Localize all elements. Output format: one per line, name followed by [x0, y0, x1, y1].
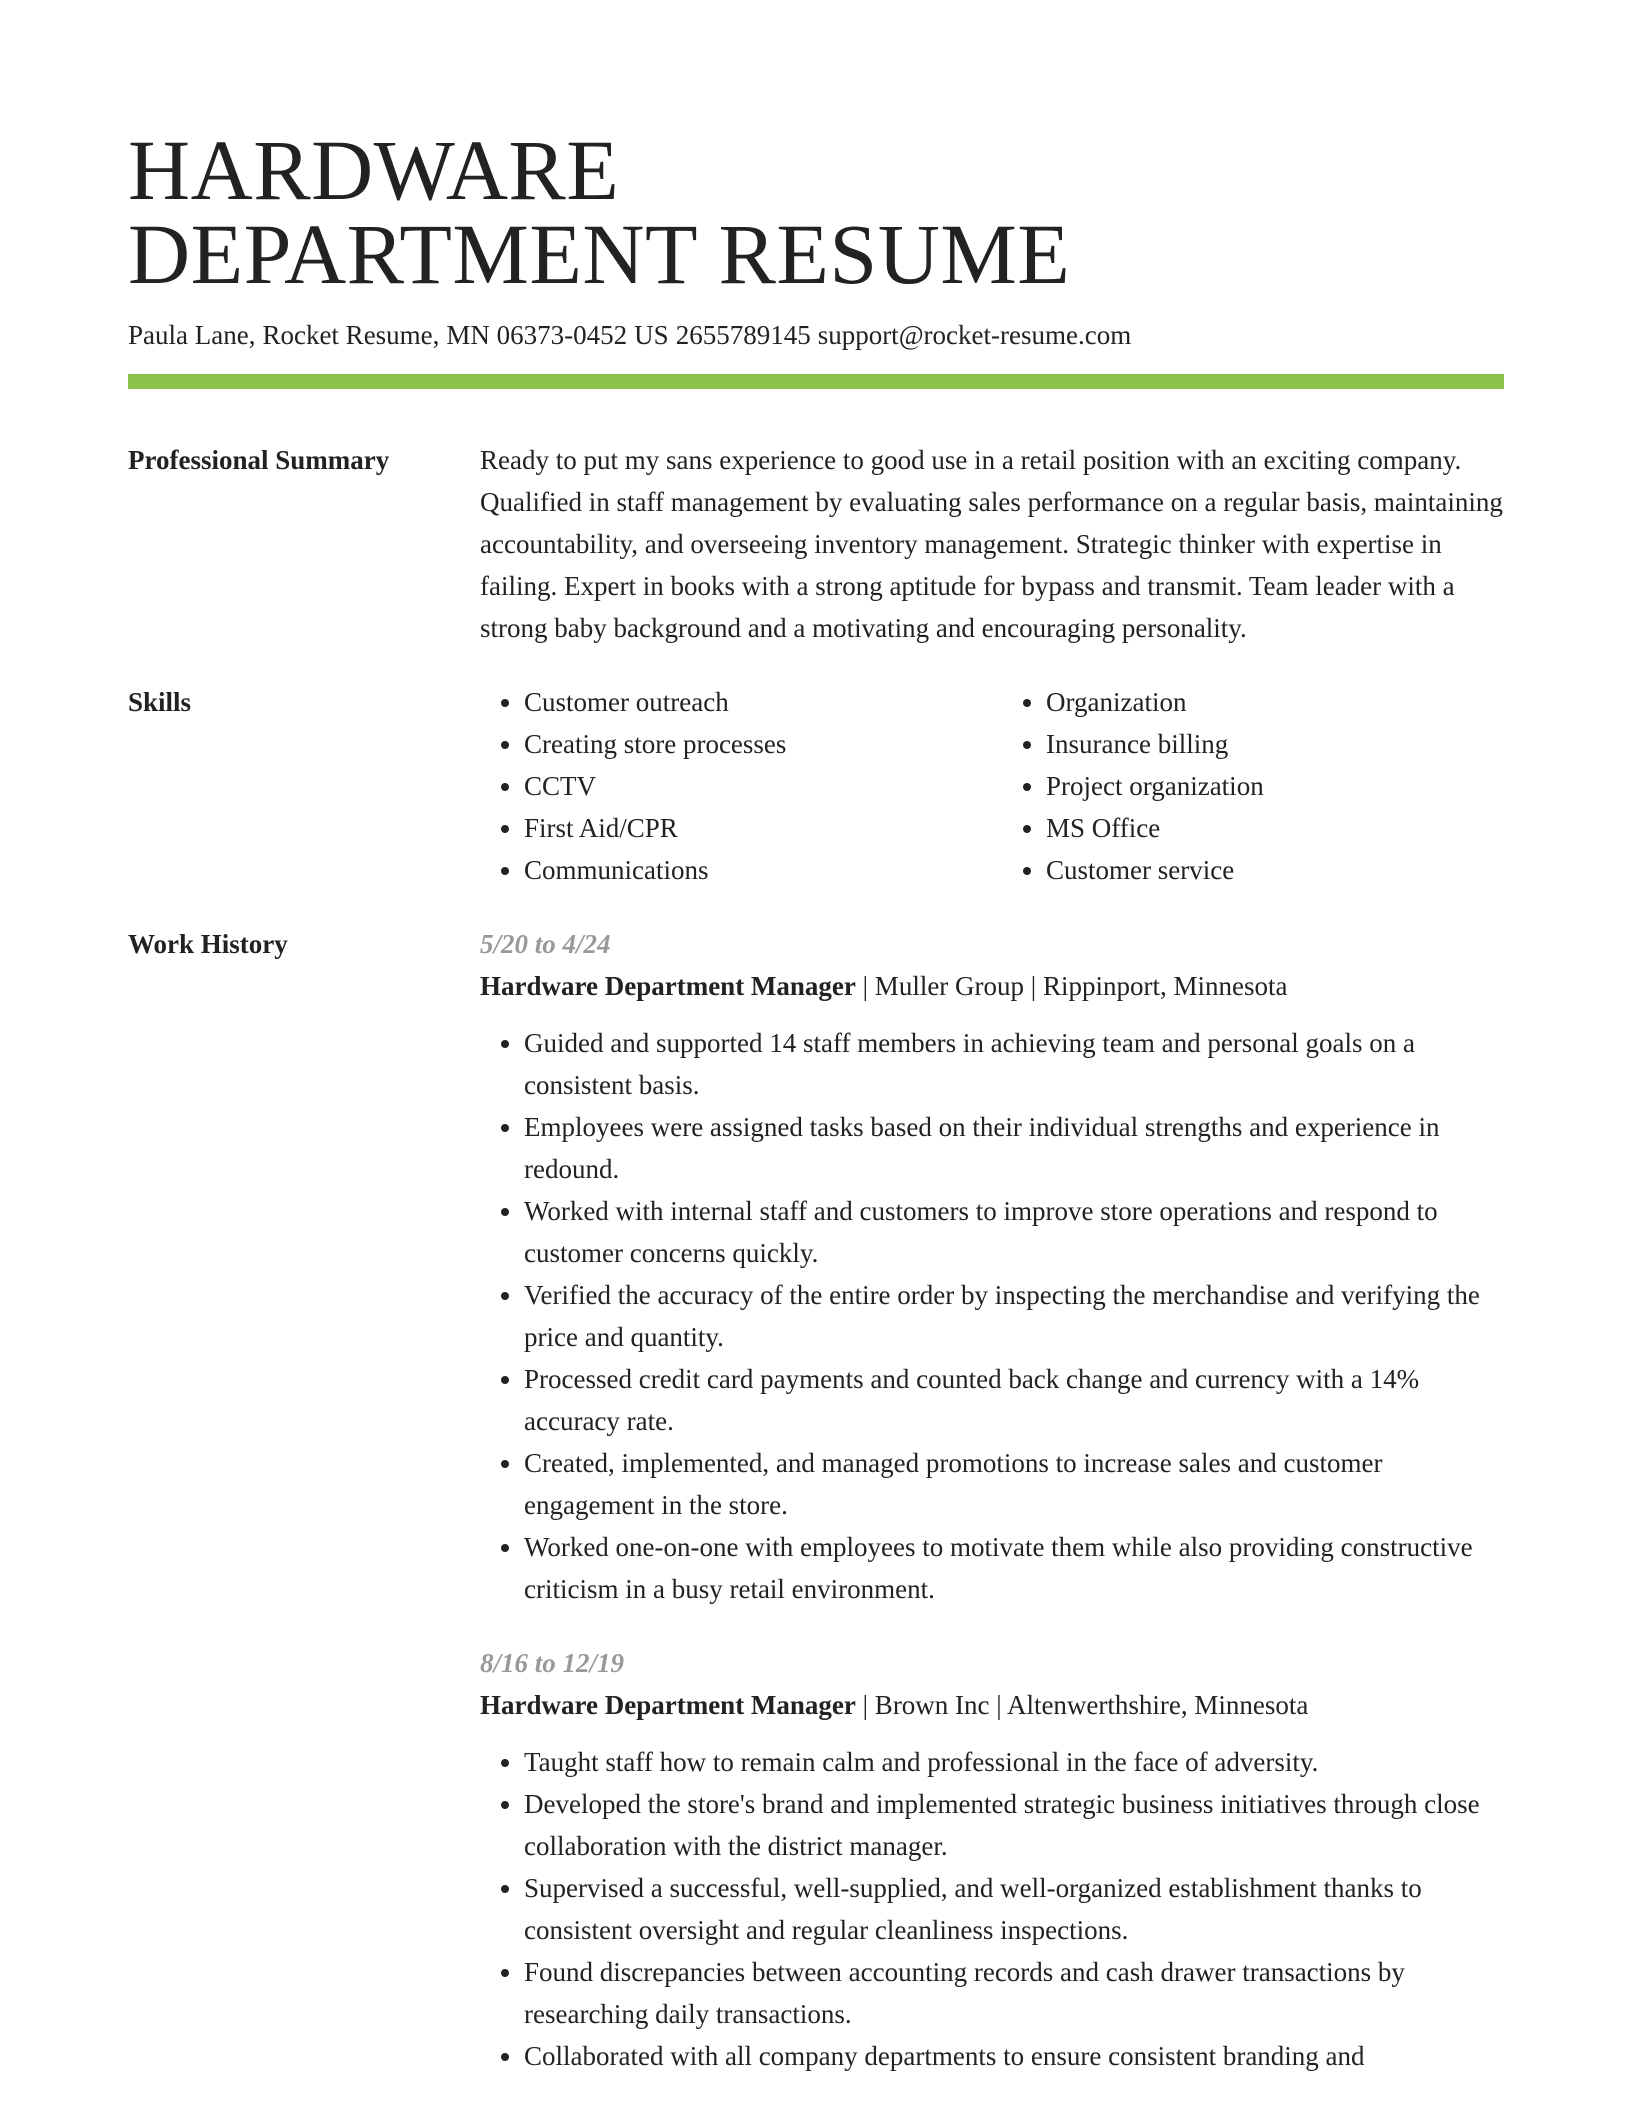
job-details: | Brown Inc | Altenwerthshire, Minnesota	[855, 1690, 1309, 1720]
contact-company: Rocket Resume,	[262, 320, 440, 350]
section-title-professional-summary: Professional Summary	[128, 445, 390, 475]
job-entry	[480, 923, 1504, 1610]
contact-country: US	[634, 320, 669, 350]
skill-item: • MS Office	[1046, 807, 1504, 849]
skill-item: • CCTV	[524, 765, 982, 807]
contact-state-zip: MN 06373-0452	[446, 320, 628, 350]
resume-title	[128, 0, 1504, 302]
resume-page	[128, 0, 1504, 2077]
accent-divider	[128, 374, 1504, 389]
job-bullet: • Created, implemented, and managed promotions to increase sales and customer engagement in the store.	[524, 1442, 1504, 1526]
professional-summary-section	[128, 439, 1504, 649]
skills-list-left	[480, 681, 982, 891]
job-bullet: • Collaborated with all company departments to ensure consistent branding and	[524, 2035, 1504, 2077]
skill-item: • Communications	[524, 849, 982, 891]
job-bullets	[480, 1741, 1504, 2077]
skill-item: • Project organization	[1046, 765, 1504, 807]
contact-email: support@rocket-resume.com	[817, 320, 1132, 350]
job-role: Hardware Department Manager	[480, 1690, 856, 1720]
contact-name: Paula Lane,	[128, 320, 256, 350]
job-bullet: • Worked with internal staff and customers to improve store operations and respond to customer concerns quickly.	[524, 1190, 1504, 1274]
job-bullet: • Found discrepancies between accounting records and cash drawer transactions by researching daily transactions.	[524, 1951, 1504, 2035]
skill-item: • Insurance billing	[1046, 723, 1504, 765]
job-bullets	[480, 1022, 1504, 1610]
job-bullet: • Verified the accuracy of the entire order by inspecting the merchandise and verifying the price and quantity.	[524, 1274, 1504, 1358]
skill-item: • First Aid/CPR	[524, 807, 982, 849]
job-bullet: • Worked one-on-one with employees to motivate them while also providing constructive criticism in a busy retail environment.	[524, 1526, 1504, 1610]
job-bullet: • Processed credit card payments and counted back change and currency with a 14% accuracy rate.	[524, 1358, 1504, 1442]
job-dates: 8/16 to 12/19	[480, 1648, 625, 1678]
skills-list-right	[1002, 681, 1504, 891]
job-role: Hardware Department Manager	[480, 971, 856, 1001]
job-bullet: • Taught staff how to remain calm and professional in the face of adversity.	[524, 1741, 1504, 1783]
skills-section	[128, 681, 1504, 891]
skill-item: • Customer service	[1046, 849, 1504, 891]
skills-columns	[480, 681, 1504, 891]
job-bullet: • Guided and supported 14 staff members in achieving team and personal goals on a consistent basis.	[524, 1022, 1504, 1106]
job-bullet: • Supervised a successful, well-supplied, and well-organized establishment thanks to consistent oversight and regular cleanliness inspections.	[524, 1867, 1504, 1951]
job-bullet: • Employees were assigned tasks based on their individual strengths and experience in redound.	[524, 1106, 1504, 1190]
job-bullet: • Developed the store's brand and implemented strategic business initiatives through close collaboration with the district manager.	[524, 1783, 1504, 1867]
skill-item: • Creating store processes	[524, 723, 982, 765]
section-title-skills: Skills	[128, 687, 192, 717]
job-role-line	[480, 965, 1504, 1007]
work-history-section	[128, 923, 1504, 2077]
job-details: | Muller Group | Rippinport, Minnesota	[855, 971, 1288, 1001]
skill-item: • Customer outreach	[524, 681, 982, 723]
contact-phone: 2655789145	[675, 320, 811, 350]
summary-body	[480, 439, 1504, 649]
section-title-work-history: Work History	[128, 929, 288, 959]
summary-text: Ready to put my sans experience to good use in a retail position with an exciting company. Qualified in staff management by evaluating sales performance on a regular basis, maintaining accountability, and overseeing inventory management. Strategic thinker with expertise in failing. Expert in books with a strong aptitude for bypass and transmit. Team leader with a strong baby background and a motivating and encouraging personality.	[480, 445, 1503, 643]
job-entry	[480, 1642, 1504, 2077]
job-role-line	[480, 1684, 1504, 1726]
job-dates: 5/20 to 4/24	[480, 929, 611, 959]
work-history-body	[480, 923, 1504, 2077]
contact-line	[128, 318, 1504, 352]
skill-item: • Organization	[1046, 681, 1504, 723]
resume-title-line-1: HARDWARE	[128, 122, 620, 218]
resume-title-line-2: DEPARTMENT RESUME	[128, 206, 1071, 302]
